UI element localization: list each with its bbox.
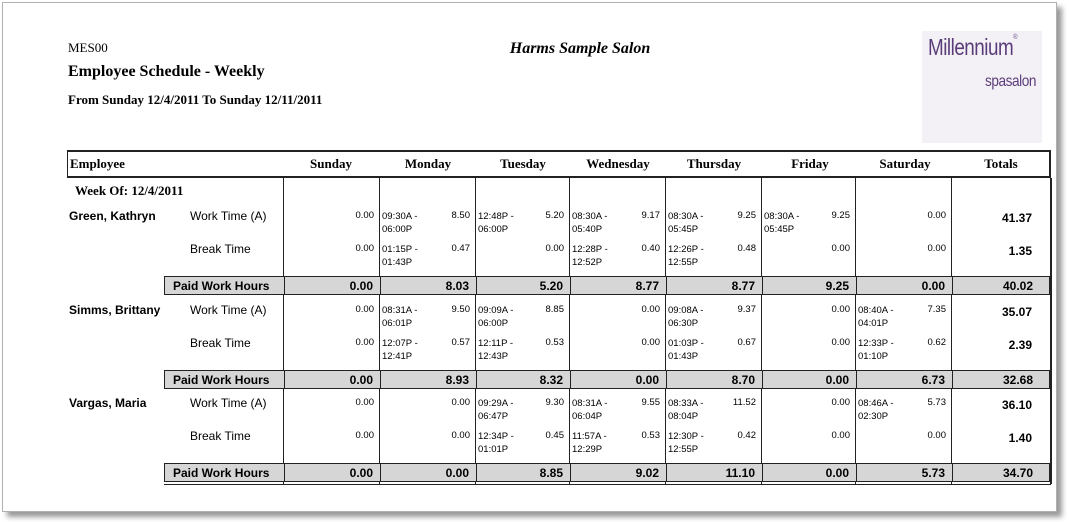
paid-work-hours-row [164,276,1051,295]
hours-value: 0.00 [927,210,946,221]
time-range: 12:28P - 12:52P [572,244,608,268]
table-right-border [1050,178,1052,484]
hours-value: 0.00 [641,337,660,348]
break-total: 1.35 [1008,244,1032,258]
grid-line [952,277,953,294]
paid-hours-tuesday: 8.32 [539,373,563,387]
logo-tm: ® [1013,34,1017,41]
col-header-tuesday: Tuesday [500,156,546,171]
paid-hours-monday: 0.00 [445,466,469,480]
paid-hours-monday: 8.03 [445,279,469,293]
time-range: 12:34P - 01:01P [478,431,514,455]
hours-value: 0.00 [927,243,946,254]
time-range: 12:07P - 12:41P [382,338,418,362]
salon-name: Harms Sample Salon [509,40,651,57]
hours-value: 0.45 [545,430,564,441]
table-bottom-border [164,484,1051,485]
work-time-label: Work Time (A) [190,209,267,223]
hours-value: 7.35 [927,304,946,315]
hours-value: 9.25 [831,210,850,221]
paid-hours-wednesday: 8.77 [635,279,659,293]
col-header-totals: Totals [984,156,1018,171]
grid-line [951,178,952,484]
paid-hours-tuesday: 8.85 [539,466,563,480]
time-range: 09:08A - 06:30P [668,305,704,329]
paid-hours-thursday: 8.70 [731,373,755,387]
hours-value: 0.67 [737,337,756,348]
paid-hours-saturday: 6.73 [921,373,945,387]
break-time-label: Break Time [190,242,251,256]
hours-value: 0.00 [831,337,850,348]
break-time-label: Break Time [190,429,251,443]
work-total: 35.07 [1001,305,1032,319]
time-range: 08:46A - 02:30P [858,398,894,422]
break-time-label: Break Time [190,336,251,350]
time-range: 12:26P - 12:55P [668,244,704,268]
hours-value: 0.00 [355,337,374,348]
hours-value: 5.20 [545,210,564,221]
grid-line [952,464,953,481]
paid-work-hours-label: Paid Work Hours [173,466,270,480]
hours-value: 9.50 [451,304,470,315]
logo-text: Millennium [928,34,1014,60]
col-header-thursday: Thursday [686,156,742,171]
time-range: 12:33P - 01:10P [858,338,894,362]
work-time-label: Work Time (A) [190,303,267,317]
hours-value: 11.52 [732,397,756,408]
col-header-employee: Employee [70,156,125,171]
time-range: 01:03P - 01:43P [668,338,704,362]
hours-value: 0.00 [545,243,564,254]
paid-hours-friday: 0.00 [825,466,849,480]
paid-work-hours-label: Paid Work Hours [173,279,270,293]
paid-hours-monday: 8.93 [445,373,469,387]
report-title: Employee Schedule - Weekly [68,63,265,80]
hours-value: 8.50 [451,210,470,221]
time-range: 08:31A - 06:04P [572,398,608,422]
paid-work-hours-label: Paid Work Hours [173,373,270,387]
employee-name: Vargas, Maria [69,396,147,410]
paid-hours-friday: 9.25 [825,279,849,293]
paid-work-hours-row [164,370,1051,389]
hours-value: 0.00 [831,243,850,254]
hours-value: 0.00 [355,397,374,408]
report-code: MES00 [68,40,108,55]
paid-hours-saturday: 5.73 [921,466,945,480]
break-total: 2.39 [1008,338,1032,352]
grid-line [952,371,953,388]
hours-value: 0.00 [451,430,470,441]
logo-subtext: spasalon [984,73,1036,90]
hours-value: 0.53 [545,337,564,348]
work-total: 36.10 [1001,398,1032,412]
time-range: 08:30A - 05:45P [668,211,704,235]
hours-value: 0.48 [737,243,756,254]
hours-value: 0.47 [451,243,470,254]
paid-hours-wednesday: 0.00 [635,373,659,387]
time-range: 09:30A - 06:00P [382,211,418,235]
work-total: 41.37 [1001,211,1032,225]
hours-value: 8.85 [545,304,564,315]
time-range: 01:15P - 01:43P [382,244,418,268]
hours-value: 0.00 [831,397,850,408]
col-header-saturday: Saturday [879,156,931,171]
time-range: 12:30P - 12:55P [668,431,704,455]
paid-hours-sunday: 0.00 [349,466,373,480]
hours-value: 0.00 [927,430,946,441]
time-range: 08:31A - 06:01P [382,305,418,329]
hours-value: 0.00 [831,430,850,441]
hours-value: 0.00 [355,304,374,315]
millennium-logo [922,31,1042,143]
time-range: 08:40A - 04:01P [858,305,894,329]
hours-value: 9.30 [545,397,564,408]
hours-value: 9.25 [737,210,756,221]
hours-value: 0.62 [927,337,946,348]
hours-value: 9.17 [641,210,660,221]
col-header-sunday: Sunday [310,156,352,171]
table-header [67,150,1051,178]
hours-value: 0.53 [641,430,660,441]
break-total: 1.40 [1008,431,1032,445]
week-of-label: Week Of: 12/4/2011 [75,183,184,198]
time-range: 12:11P - 12:43P [478,338,514,362]
paid-hours-sunday: 0.00 [349,373,373,387]
paid-hours-wednesday: 9.02 [635,466,659,480]
paid-hours-sunday: 0.00 [349,279,373,293]
hours-value: 0.00 [355,210,374,221]
hours-value: 0.40 [641,243,660,254]
time-range: 08:30A - 05:40P [572,211,608,235]
paid-hours-total: 40.02 [1002,279,1033,293]
paid-hours-total: 34.70 [1002,466,1033,480]
hours-value: 0.00 [451,397,470,408]
hours-value: 0.00 [831,304,850,315]
time-range: 11:57A - 12:29P [572,431,607,455]
time-range: 09:09A - 06:00P [478,305,514,329]
col-header-friday: Friday [791,156,829,171]
paid-work-hours-row [164,463,1051,482]
time-range: 08:30A - 05:45P [764,211,800,235]
hours-value: 0.00 [355,243,374,254]
paid-hours-thursday: 11.10 [725,466,755,480]
time-range: 08:33A - 08:04P [668,398,704,422]
time-range: 09:29A - 06:47P [478,398,514,422]
hours-value: 0.00 [641,304,660,315]
date-range: From Sunday 12/4/2011 To Sunday 12/11/2011 [68,92,323,107]
paid-hours-saturday: 0.00 [921,279,945,293]
paid-hours-friday: 0.00 [825,373,849,387]
employee-name: Simms, Brittany [69,303,161,317]
employee-name: Green, Kathryn [69,209,156,223]
hours-value: 0.57 [451,337,470,348]
paid-hours-total: 32.68 [1002,373,1033,387]
work-time-label: Work Time (A) [190,396,267,410]
paid-hours-thursday: 8.77 [731,279,755,293]
hours-value: 9.55 [641,397,660,408]
hours-value: 9.37 [737,304,756,315]
paid-hours-tuesday: 5.20 [539,279,563,293]
col-header-monday: Monday [404,156,452,171]
hours-value: 0.00 [355,430,374,441]
hours-value: 5.73 [927,397,946,408]
time-range: 12:48P - 06:00P [478,211,514,235]
hours-value: 0.42 [737,430,756,441]
col-header-wednesday: Wednesday [586,156,650,171]
